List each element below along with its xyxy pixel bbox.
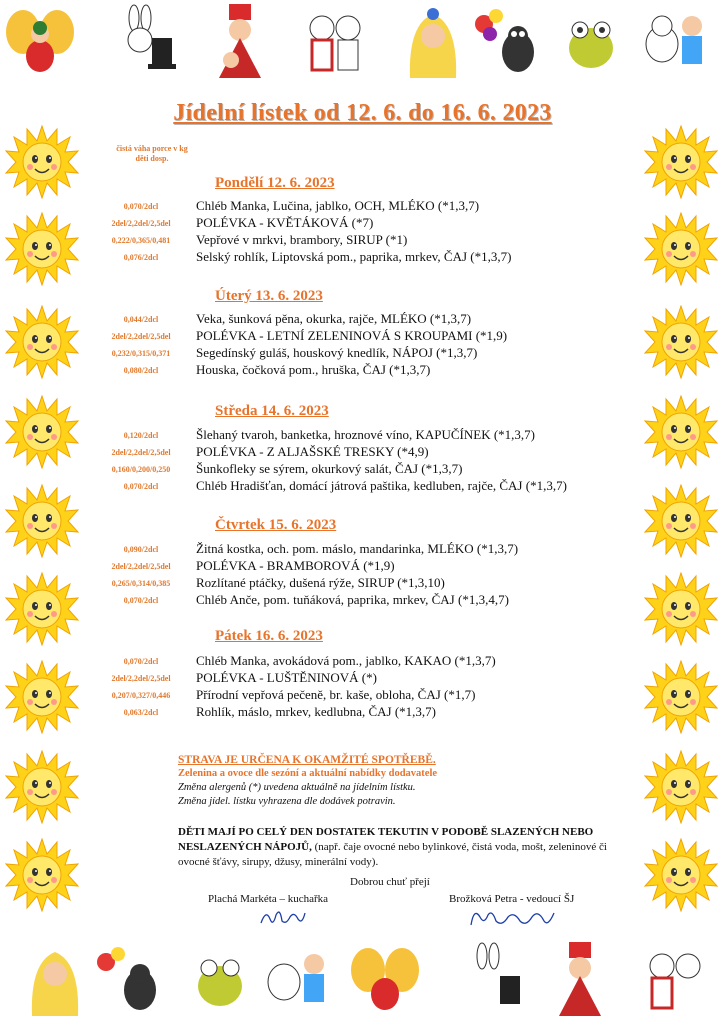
portion-weight: 0,070/2dcl	[123, 596, 159, 605]
dish: Rozlítané ptáčky, dušená rýže, SIRUP (*1,3,10)	[196, 575, 445, 590]
change-note: Změna jídel. lístku vyhrazena dle dodávek potravin.	[178, 796, 396, 807]
sun-icon	[5, 305, 79, 379]
portion-weight: 0,076/2dcl	[123, 253, 159, 262]
drinks-note	[178, 825, 638, 870]
sun-icon	[5, 395, 79, 469]
sun-icon	[644, 305, 718, 379]
portion-weight: 0,160/0,200/0,250	[111, 465, 171, 474]
sun-icon	[644, 395, 718, 469]
portion-weight: 0,265/0,314/0,385	[111, 579, 171, 588]
dish: POLÉVKA - LETNÍ ZELENINOVÁ S KROUPAMI (*1,9)	[196, 328, 508, 343]
sun-icon	[5, 125, 79, 199]
portion-weight: 2del/2,2del/2,5del	[111, 562, 171, 571]
blonde-girl-icon	[398, 4, 468, 78]
drinks-note-bold: DĚTI MAJÍ PO CELÝ DEN DOSTATEK TEKUTIN V PODOBĚ SLAZENÝCH NEBO NESLAZENÝCH NÁPOJŮ,	[178, 826, 594, 853]
sun-icon	[644, 750, 718, 824]
dish: Rohlík, máslo, mrkev, kedlubna, ČAJ (*1,3,7)	[196, 704, 436, 719]
sun-icon	[644, 484, 718, 558]
blonde-girl-icon	[20, 942, 90, 1016]
portion-weight: 0,222/0,365/0,481	[111, 236, 171, 245]
portion-weight: 0,070/2dcl	[123, 657, 159, 666]
sun-icon	[644, 838, 718, 912]
signature-cook: Plachá Markéta – kuchařka	[208, 893, 329, 905]
sun-icon	[644, 212, 718, 286]
portion-weight: 0,063/2dcl	[123, 708, 159, 717]
dish: Veka, šunková pěna, okurka, rajče, MLÉKO (*1,3,7)	[196, 311, 472, 326]
rabbit-hat-icon	[112, 4, 182, 78]
portion-weight: 2del/2,2del/2,5del	[111, 332, 171, 341]
portion-weight: 0,044/2dcl	[123, 315, 159, 324]
portion-weight: 2del/2,2del/2,5del	[111, 219, 171, 228]
dish: Segedínský guláš, houskový knedlík, NÁPOJ (*1,3,7)	[196, 345, 478, 360]
portion-header-line2: děti dosp.	[135, 154, 169, 163]
portion-weight: 2del/2,2del/2,5del	[111, 674, 171, 683]
page-title: Jídelní lístek od 12. 6. do 16. 6. 2023	[173, 100, 552, 126]
cook-signature-scribble-icon	[258, 905, 308, 931]
portion-weight: 0,070/2dcl	[123, 202, 159, 211]
day-title-tuesday: Úterý 13. 6. 2023	[215, 288, 323, 304]
princess-icon	[545, 942, 615, 1016]
mole-flowers-icon	[92, 942, 162, 1016]
sun-icon	[644, 660, 718, 734]
dish: Chléb Manka, avokádová pom., jablko, KAKAO (*1,3,7)	[196, 653, 496, 668]
dish: Šunkofleky se sýrem, okurkový salát, ČAJ (*1,3,7)	[196, 461, 463, 476]
portion-weight: 0,080/2dcl	[123, 366, 159, 375]
bob-and-bobek-icon	[300, 4, 370, 78]
sun-icon	[5, 572, 79, 646]
dish: Chléb Hradišťan, domácí játrová paštika, kedluben, rajče, ČAJ (*1,3,7)	[196, 478, 567, 493]
dish: Žitná kostka, och. pom. máslo, mandarinka, MLÉKO (*1,3,7)	[196, 541, 519, 556]
portion-header-line1: čistá váha porce v kg	[116, 144, 188, 153]
notes-block	[178, 753, 638, 809]
dog-and-child-icon	[262, 942, 332, 1016]
greeting: Dobrou chuť přejí	[350, 876, 430, 888]
dish: POLÉVKA - LUŠTĚNINOVÁ (*)	[196, 670, 377, 685]
consume-note: STRAVA JE URČENA K OKAMŽITÉ SPOTŘEBĚ.	[178, 754, 436, 766]
signature-manager: Brožková Petra - vedoucí ŠJ	[449, 893, 575, 905]
portion-weight: 0,090/2dcl	[123, 545, 159, 554]
drinks-note-rest: (např. čaje ovocné nebo bylinkové, čistá voda, mošt, zeleninové či ovocné šťávy, sirupy, džusy, minerální vody).	[178, 841, 607, 868]
dish: POLÉVKA - BRAMBOROVÁ (*1,9)	[196, 558, 395, 573]
season-note: Zelenina a ovoce dle sezóní a aktuální nabídky dodavatele	[178, 768, 438, 779]
dish: Šlehaný tvaroh, banketka, hroznové víno, KAPUČÍNEK (*1,3,7)	[196, 427, 536, 442]
day-title-wednesday: Středa 14. 6. 2023	[215, 403, 329, 419]
portion-weight: 0,232/0,315/0,371	[111, 349, 171, 358]
dish: Chléb Manka, Lučina, jablko, OCH, MLÉKO (*1,3,7)	[196, 198, 480, 213]
day-title-friday: Pátek 16. 6. 2023	[215, 628, 323, 644]
dog-and-child-icon	[640, 4, 710, 78]
dish: Vepřové v mrkvi, brambory, SIRUP (*1)	[196, 232, 408, 247]
dish: Houska, čočková pom., hruška, ČAJ (*1,3,7)	[196, 362, 431, 377]
bottom-cartoon-border	[0, 938, 725, 1018]
day-title-thursday: Čtvrtek 15. 6. 2023	[215, 517, 337, 533]
sun-icon	[5, 838, 79, 912]
day-title-monday: Pondělí 12. 6. 2023	[215, 175, 335, 191]
allergen-note: Změna alergenů (*) uvedena aktuálně na jídelním lístku.	[178, 782, 416, 793]
sun-icon	[5, 212, 79, 286]
princess-icon	[205, 4, 275, 78]
portion-weight: 0,070/2dcl	[123, 482, 159, 491]
sun-icon	[644, 572, 718, 646]
manager-signature-scribble-icon	[468, 905, 558, 933]
dish: Chléb Anče, pom. tuňáková, paprika, mrkev, ČAJ (*1,3,4,7)	[196, 592, 509, 607]
mole-flowers-icon	[470, 4, 540, 78]
portion-header	[112, 144, 192, 164]
fairy-butterfly-icon	[350, 942, 420, 1016]
portion-weight: 0,120/2dcl	[123, 431, 159, 440]
portion-weight: 2del/2,2del/2,5del	[111, 448, 171, 457]
frog-icon	[556, 4, 626, 78]
frog-icon	[185, 942, 255, 1016]
rabbit-hat-icon	[460, 942, 530, 1016]
sun-icon	[5, 660, 79, 734]
dish: Selský rohlík, Liptovská pom., paprika, mrkev, ČAJ (*1,3,7)	[196, 249, 512, 264]
top-cartoon-border	[0, 0, 725, 80]
sun-icon	[5, 750, 79, 824]
fairy-butterfly-icon	[5, 4, 75, 78]
bob-and-bobek-icon	[640, 942, 710, 1016]
portion-weight: 0,207/0,327/0,446	[111, 691, 171, 700]
dish: POLÉVKA - Z ALJAŠSKÉ TRESKY (*4,9)	[196, 444, 429, 459]
sun-icon	[5, 484, 79, 558]
dish: Přírodní vepřová pečeně, br. kaše, obloha, ČAJ (*1,7)	[196, 687, 476, 702]
dish: POLÉVKA - KVĚTÁKOVÁ (*7)	[196, 215, 374, 230]
sun-icon	[644, 125, 718, 199]
